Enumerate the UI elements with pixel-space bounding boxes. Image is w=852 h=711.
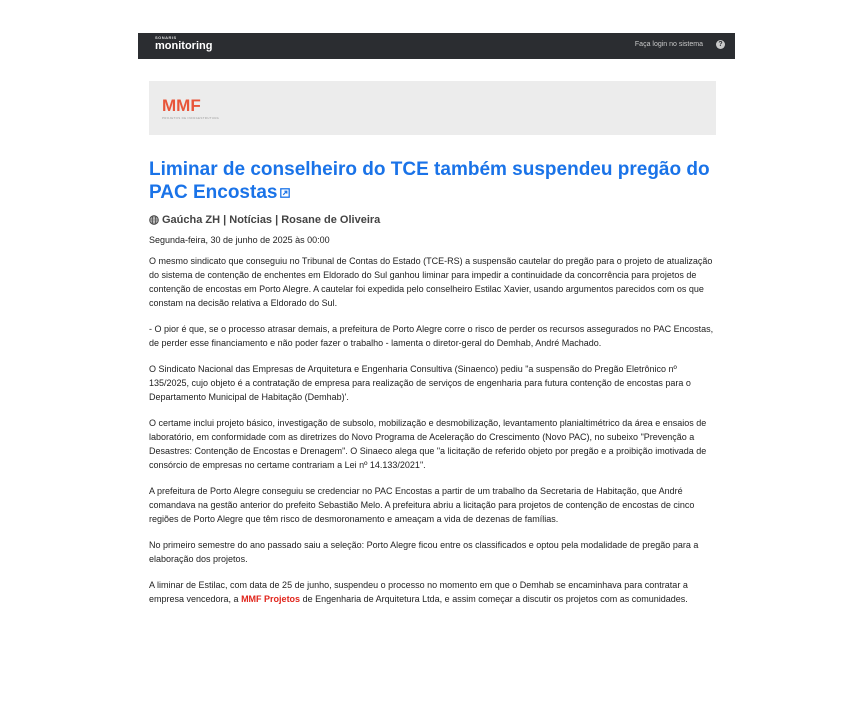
article-title[interactable] — [149, 158, 716, 204]
brand-logo[interactable] — [155, 36, 212, 52]
source-logo-banner — [149, 81, 716, 135]
article-paragraph: No primeiro semestre do ano passado saiu a seleção: Porto Alegre ficou entre os classificados e optou pela modalidade de pregão para a elaboração dos projetos. — [149, 540, 699, 564]
article-date: Segunda-feira, 30 de junho de 2025 às 00:00 — [149, 235, 330, 245]
external-link-icon[interactable] — [280, 188, 290, 198]
article — [149, 158, 716, 606]
article-paragraph: O Sindicato Nacional das Empresas de Arquitetura e Engenharia Consultiva (Sinaenco) pediu "a suspensão do Pregão Eletrônico nº 135/2025, cujo objeto é a contratação de empresa para realização de serviços de engenharia para futura contenção de encostas para o Departamento Municipal de Habitação (Demhab)'. — [149, 364, 691, 402]
help-icon[interactable]: ? — [716, 40, 725, 49]
article-paragraph: O mesmo sindicato que conseguiu no Tribunal de Contas do Estado (TCE-RS) a suspensão cautelar do pregão para o projeto de atualização do sistema de contenção de enchentes em Eldorado do Sul ganhou liminar para impedir a continuidade da concorrência para projetos de contenção de encostas em Porto Alegre. A cautelar foi expedida pelo conselheiro Estilac Xavier, usando argumentos parecidos com os que constam na decisão relativa a Eldorado do Sul. — [149, 256, 713, 308]
article-paragraph: O certame inclui projeto básico, investigação de subsolo, mobilização e desmobilização, levantamento planialtimétrico da área e ensaios de laboratório, em conformidade com as diretrizes do Novo Programa de Aceleração do Crescimento (Novo PAC), no subeixo "Prevenção a Desastres: Contenção de Encostas e Drenagem". O Sinaeco alega que "a licitação de referido objeto por pregão e a proibição imotivada de consórcio de empresas no certame contrariam a Lei nº 14.133/2021". — [149, 418, 707, 470]
article-title-text: Liminar de conselheiro do TCE também suspendeu pregão do PAC Encostas — [149, 159, 710, 203]
article-paragraph: - O pior é que, se o processo atrasar demais, a prefeitura de Porto Alegre corre o risco de perder os recursos assegurados no PAC Encostas, de perder esse financiamento e não poder fazer o trabalho - lamenta o diretor-geral do Demhab, André Machado. — [149, 324, 714, 348]
article-paragraph: A prefeitura de Porto Alegre conseguiu se credenciar no PAC Encostas a partir de um trabalho da Secretaria de Habitação, que André comandava na gestão anterior do prefeito Sebastião Melo. A prefeitura abriu a licitação para projetos de contenção de encostas de cinco regiões de Porto Alegre que têm risco de desmoronamento e ameaçam a vida de dezenas de famílias. — [149, 486, 695, 524]
article-source-meta — [149, 214, 716, 226]
login-link[interactable]: Faça login no sistema — [634, 41, 703, 48]
article-source-text: Gaúcha ZH | Notícias | Rosane de Oliveira — [162, 214, 381, 226]
mmf-logo — [162, 97, 219, 120]
highlighted-company-name: MMF Projetos — [241, 594, 301, 604]
logo-subtitle: PROJETOS DE INFRAESTRUTURA — [162, 116, 220, 120]
brand-name: monitoring — [155, 40, 213, 52]
top-navigation-bar — [138, 33, 735, 59]
article-paragraph-last — [149, 578, 716, 606]
globe-icon — [149, 215, 159, 225]
logo-text: MMF — [162, 96, 201, 115]
paragraph-text-after: de Engenharia de Arquitetura Ltda, e assim começar a discutir os projetos com as comunidades. — [300, 594, 688, 604]
paragraph-text-before: A liminar de Estilac, com data de 25 de junho, suspendeu o processo no momento em que o Demhab se encaminhava para contratar a empresa vencedora, a — [149, 580, 688, 604]
brand-small-text: SONARIS — [155, 35, 177, 40]
